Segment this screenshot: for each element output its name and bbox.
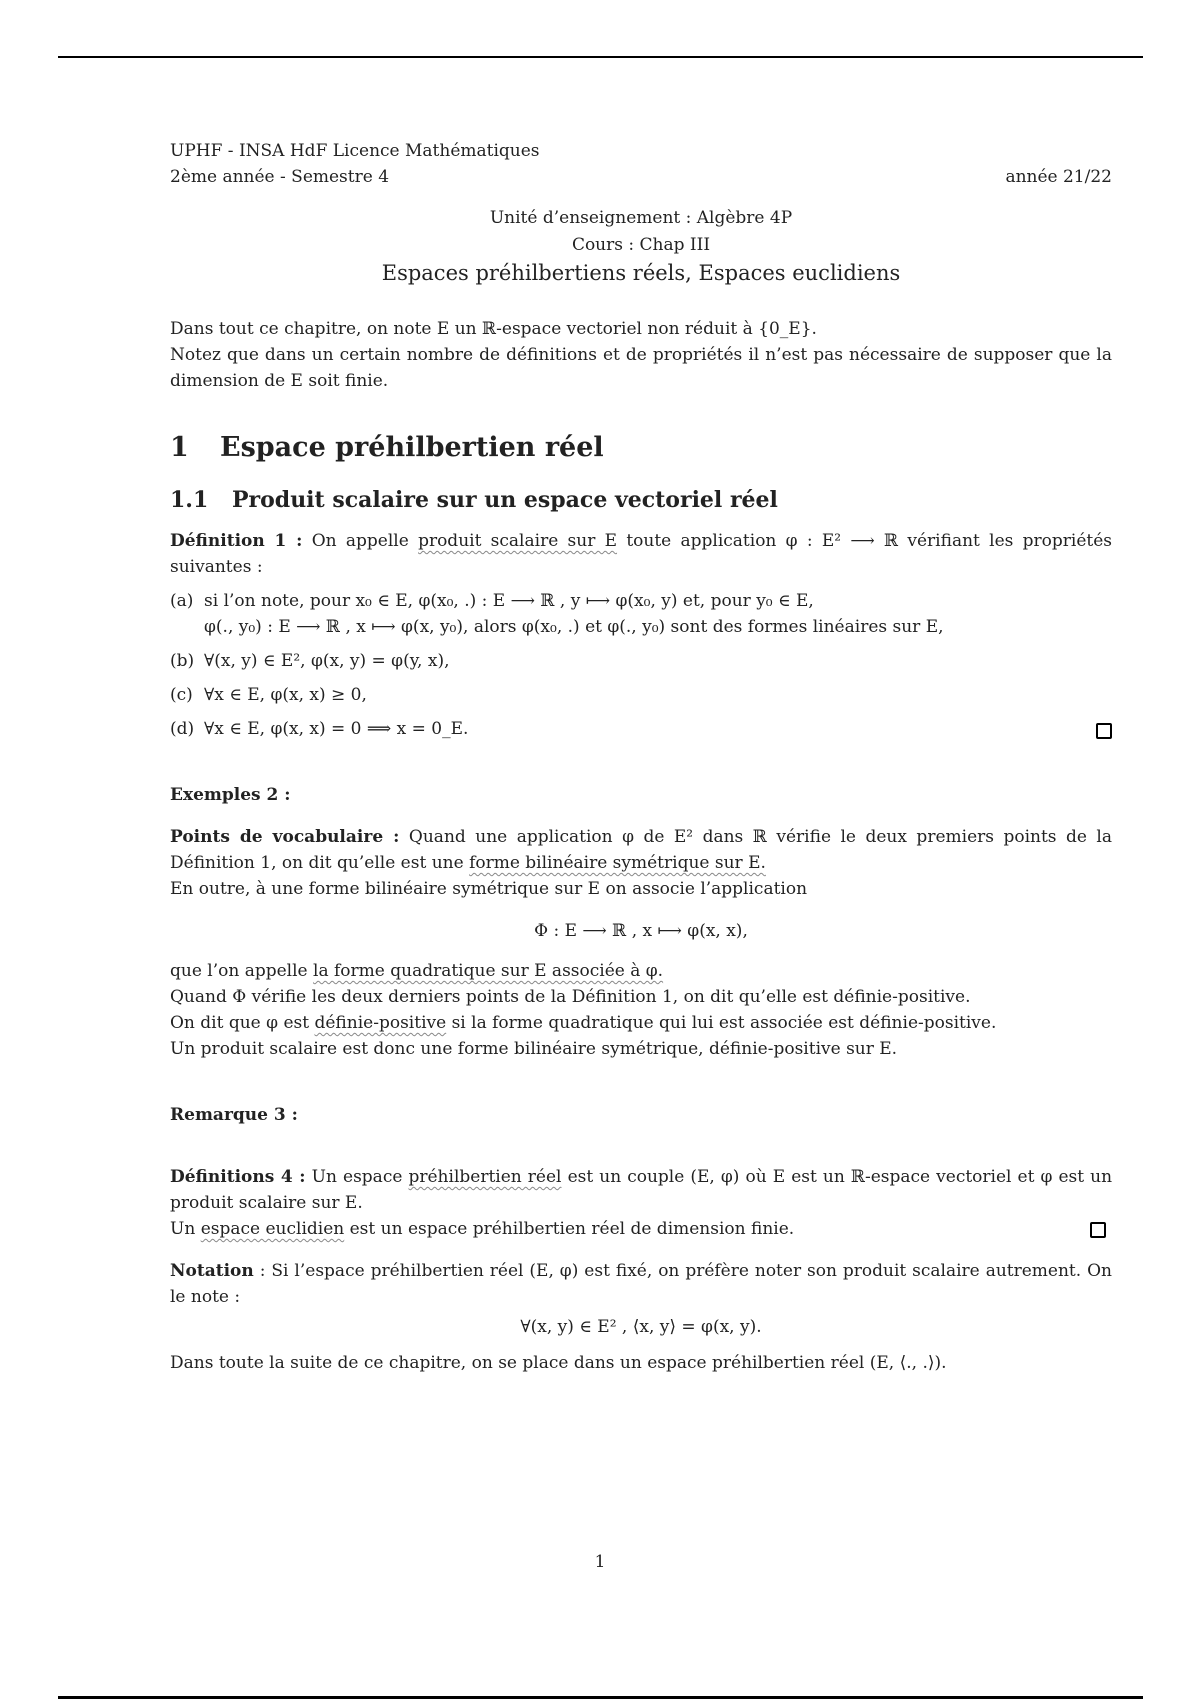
definitions-4-text-2a: Un	[170, 1219, 196, 1239]
item-label: (c)	[170, 685, 193, 705]
vocabulary-term-2: la forme quadratique sur E associée à φ.	[313, 961, 664, 981]
definition-1-label: Définition 1 :	[170, 531, 303, 551]
vocabulary-text-1: Quand une application φ de E² dans ℝ vérifie le deux premiers points de la Définition 1, on dit qu’elle est une	[170, 827, 1113, 873]
inner-product-display: ∀(x, y) ∈ E² , ⟨x, y⟩ = φ(x, y).	[520, 1317, 762, 1337]
vocabulary-paragraph	[170, 824, 1112, 902]
bottom-rule	[58, 1696, 1143, 1699]
section-1-1-title: Produit scalaire sur un espace vectoriel réel	[232, 487, 778, 513]
definition-1-item-a	[170, 588, 1112, 640]
vocabulary-continued	[170, 958, 1112, 984]
notation-label: Notation	[170, 1261, 254, 1281]
definitions-4-label: Définitions 4 :	[170, 1167, 306, 1187]
section-1-1-number: 1.1	[170, 487, 209, 513]
definition-1-item-b	[170, 648, 1112, 674]
item-b-text: ∀(x, y) ∈ E², φ(x, y) = φ(y, x),	[204, 651, 450, 671]
notation-text: : Si l’espace préhilbertien réel (E, φ) est fixé, on préfère noter son produit scalaire autrement. On le note :	[170, 1261, 1112, 1307]
intro-line-1: Dans tout ce chapitre, on note E un ℝ-espace vectoriel non réduit à {0_E}.	[170, 319, 817, 339]
section-1-number: 1	[170, 432, 189, 463]
vocabulary-line-5	[170, 1010, 1112, 1036]
vocabulary-text-2: En outre, à une forme bilinéaire symétrique sur E on associe l’application	[170, 879, 808, 899]
remark-3-label: Remarque 3 :	[170, 1105, 298, 1125]
item-label: (d)	[170, 719, 195, 739]
definition-1-item-d	[170, 716, 1112, 742]
definition-1	[170, 528, 1112, 580]
vocabulary-text-3: que l’on appelle	[170, 961, 308, 981]
course-ue: Unité d’enseignement : Algèbre 4P	[489, 208, 793, 228]
qed-square-icon	[1090, 1222, 1106, 1238]
header-year-semester: 2ème année - Semestre 4	[170, 167, 390, 187]
definitions-4-term-1: préhilbertien réel	[408, 1167, 562, 1187]
definitions-4	[170, 1164, 1112, 1242]
section-1-1-heading	[170, 484, 1112, 516]
item-a-line-1: si l’on note, pour x₀ ∈ E, φ(x₀, .) : E ⟶ ℝ , y ⟼ φ(x₀, y) et, pour y₀ ∈ E,	[204, 591, 814, 611]
definitions-4-term-2: espace euclidien	[200, 1219, 345, 1239]
definitions-4-text-1a: Un espace	[311, 1167, 403, 1187]
definitions-4-text-1b: est un couple (E, φ) où E est un ℝ-espace vectoriel et φ est un produit scalaire sur E.	[170, 1167, 1113, 1213]
notation-paragraph	[170, 1258, 1112, 1310]
definitions-4-text-2b: est un espace préhilbertien réel de dimension finie.	[349, 1219, 795, 1239]
definition-1-text-a: On appelle	[311, 531, 409, 551]
qed-square-icon	[1096, 723, 1112, 739]
intro-paragraph	[170, 316, 1112, 394]
header-row	[170, 164, 1112, 190]
notation-closing: Dans toute la suite de ce chapitre, on se place dans un espace préhilbertien réel (E, ⟨., .⟩).	[170, 1353, 947, 1373]
section-1-heading	[170, 430, 1112, 466]
course-chapter: Cours : Chap III	[571, 235, 711, 255]
vocabulary-term-3: définie-positive	[314, 1013, 447, 1033]
definition-1-item-c	[170, 682, 1112, 708]
page-number: 1	[594, 1552, 606, 1572]
section-1-title: Espace préhilbertien réel	[220, 432, 604, 463]
intro-line-2: Notez que dans un certain nombre de définitions et de propriétés il n’est pas nécessaire de supposer que la dimension de E soit finie.	[170, 345, 1112, 391]
header-institution: UPHF - INSA HdF Licence Mathématiques	[170, 141, 540, 161]
vocabulary-text-6: Un produit scalaire est donc une forme bilinéaire symétrique, définie-positive sur E.	[170, 1039, 898, 1059]
item-c-text: ∀x ∈ E, φ(x, x) ≥ 0,	[204, 685, 367, 705]
vocabulary-label: Points de vocabulaire :	[170, 827, 400, 847]
item-a-line-2: φ(., y₀) : E ⟶ ℝ , x ⟼ φ(x, y₀), alors φ(x₀, .) et φ(., y₀) sont des formes linéaires sur E,	[204, 617, 944, 637]
item-d-text: ∀x ∈ E, φ(x, x) = 0 ⟹ x = 0_E.	[204, 719, 469, 739]
item-label: (b)	[170, 651, 195, 671]
vocabulary-term-1: forme bilinéaire symétrique sur E.	[469, 853, 766, 873]
vocabulary-text-5a: On dit que φ est	[170, 1013, 310, 1033]
top-rule	[58, 56, 1143, 58]
vocabulary-text-4: Quand Φ vérifie les deux derniers points de la Définition 1, on dit qu’elle est définie-positive.	[170, 987, 971, 1007]
vocabulary-text-5b: si la forme quadratique qui lui est associée est définie-positive.	[451, 1013, 997, 1033]
document-page	[170, 138, 1112, 1376]
header-academic-year: année 21/22	[1005, 167, 1112, 187]
definition-1-term: produit scalaire sur E	[418, 531, 618, 551]
quadratic-form-display: Φ : E ⟶ ℝ , x ⟼ φ(x, x),	[534, 921, 748, 941]
examples-2-label: Exemples 2 :	[170, 785, 291, 805]
definitions-4-line-2	[170, 1216, 1112, 1242]
item-label: (a)	[170, 591, 194, 611]
definition-1-text-b: toute application φ : E² ⟶ ℝ vérifiant les propriétés suivantes :	[170, 531, 1113, 577]
course-title: Espaces préhilbertiens réels, Espaces euclidiens	[381, 261, 901, 285]
